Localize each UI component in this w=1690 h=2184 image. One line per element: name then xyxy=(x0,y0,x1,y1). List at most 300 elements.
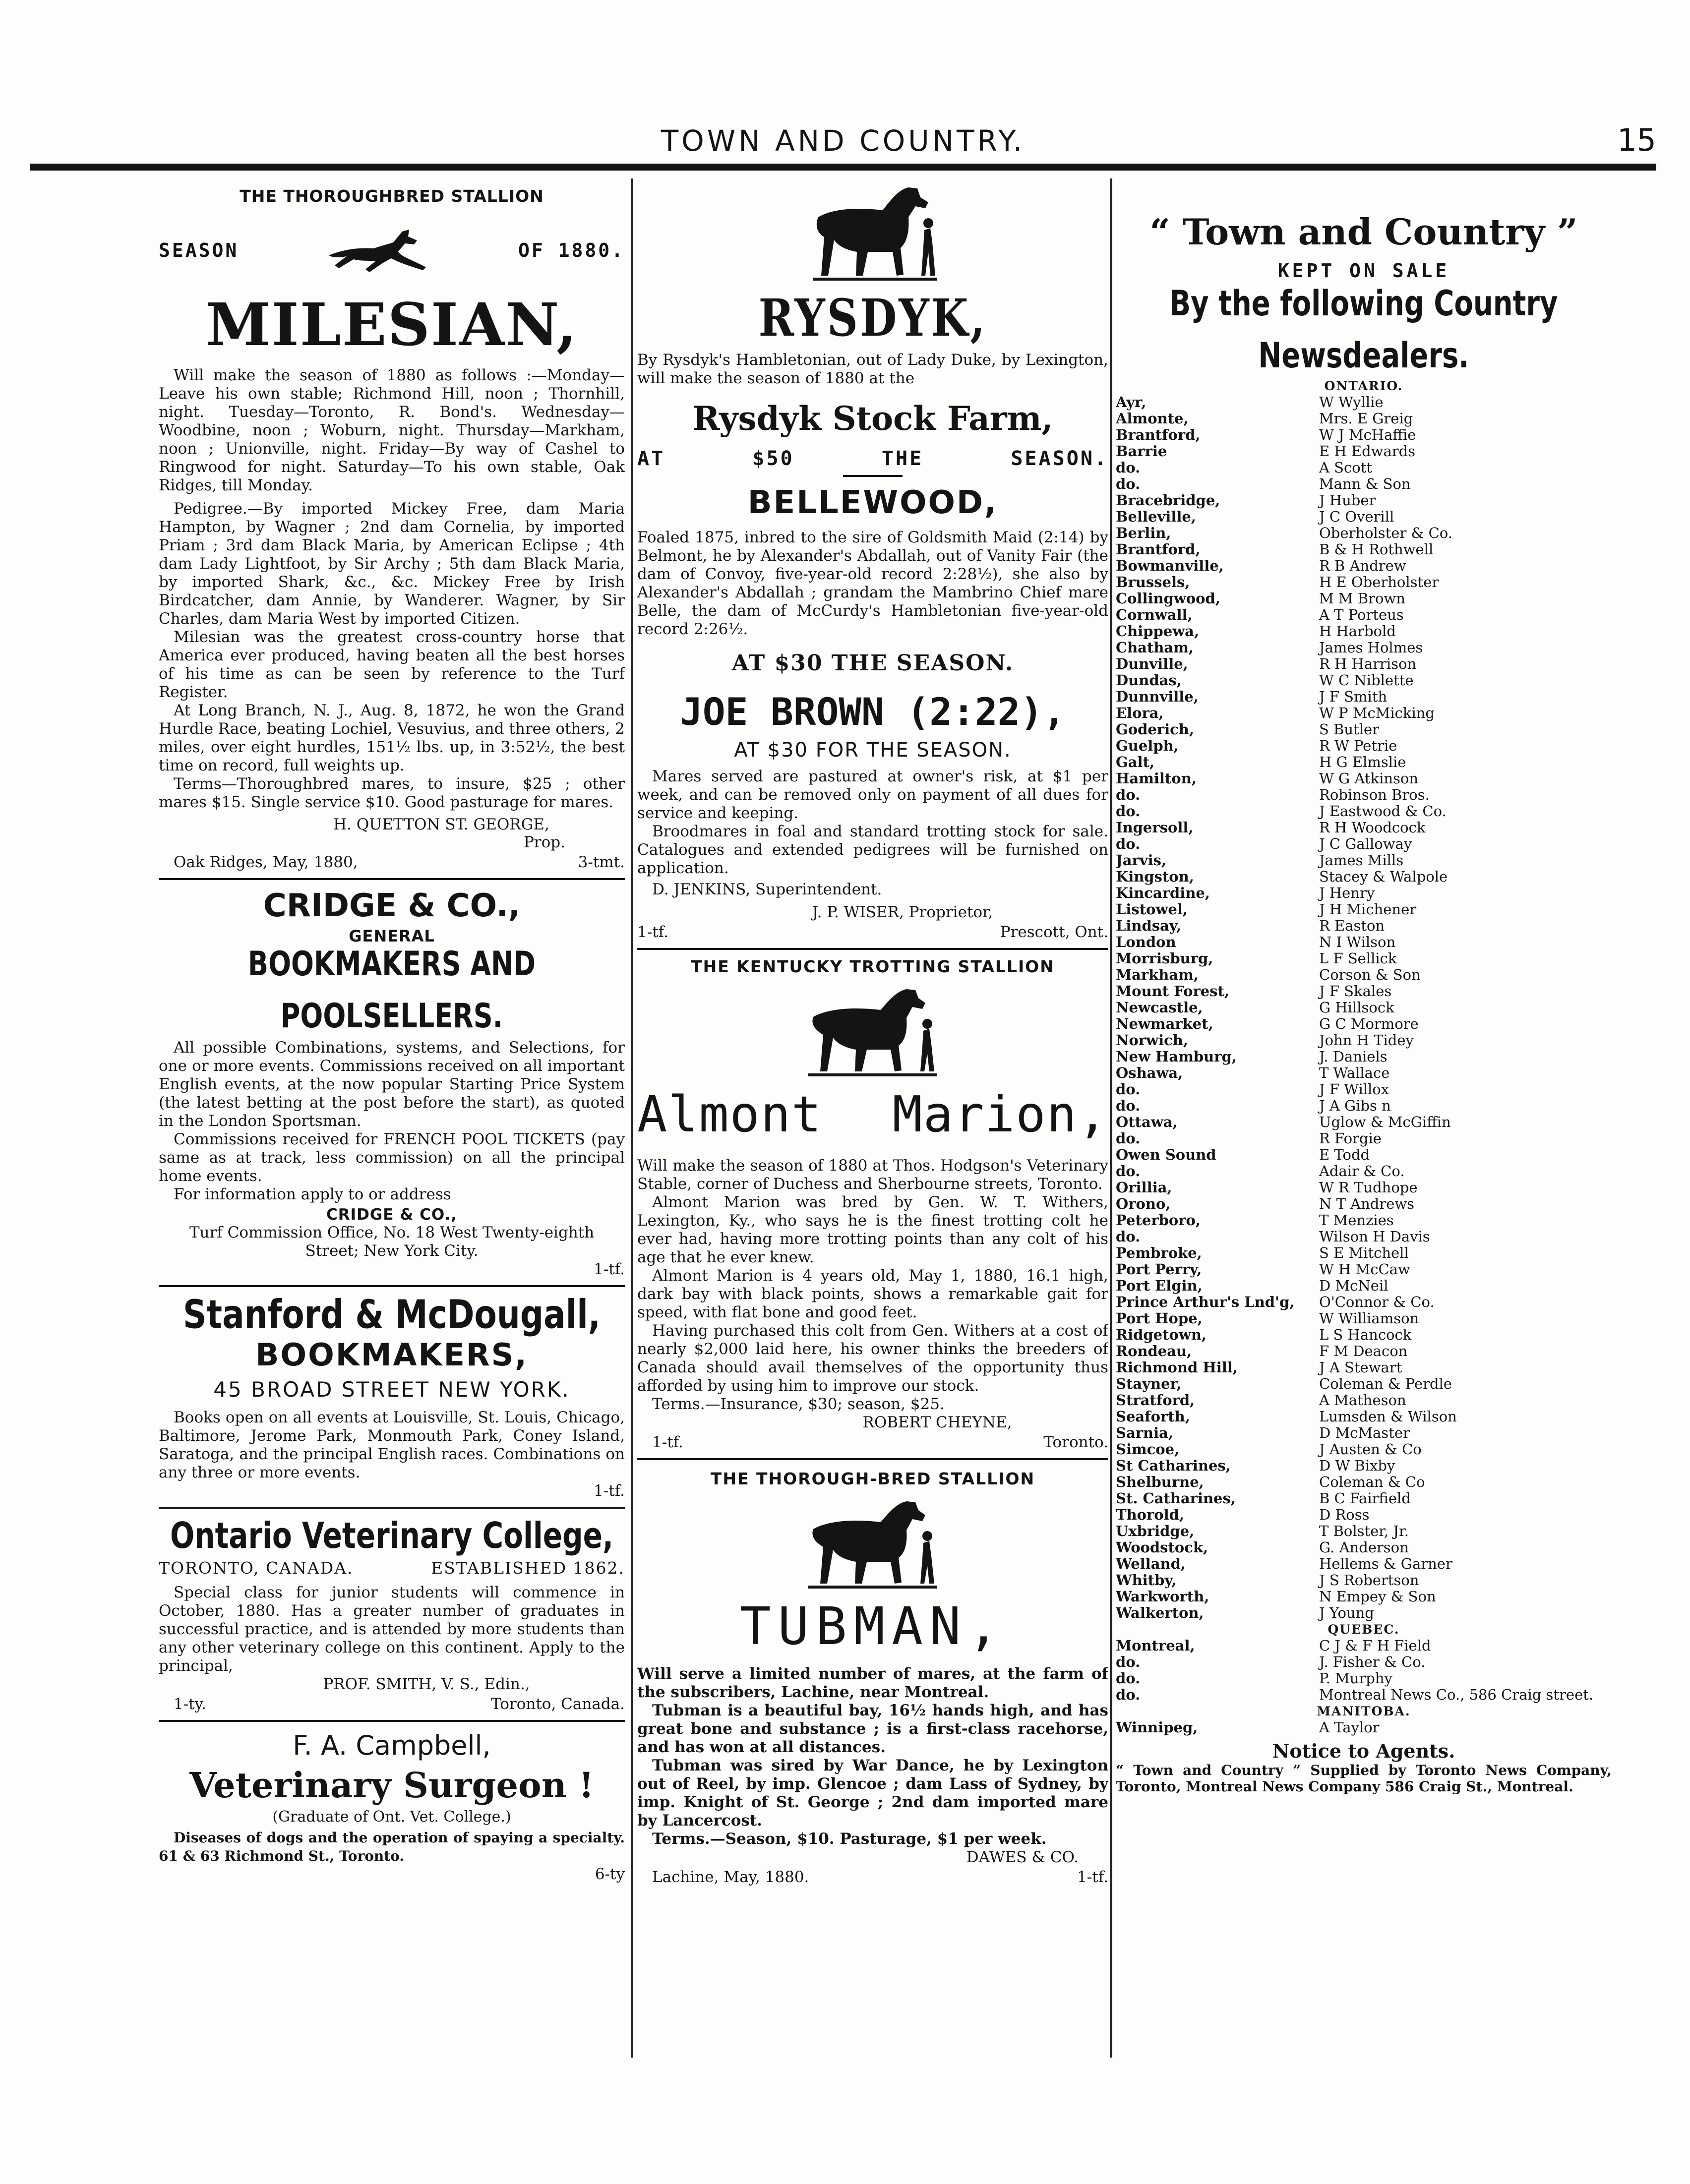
dealer-town: do. xyxy=(1116,459,1141,476)
terms-paragraph: Terms.—Insurance, $30; season, $25. xyxy=(652,1395,945,1413)
dealer-town: Whitby, xyxy=(1116,1572,1177,1589)
dealer-row xyxy=(1116,1245,1612,1261)
college-city: TORONTO, CANADA. xyxy=(159,1558,354,1578)
dealer-name: J Eastwood & Co. xyxy=(1319,803,1447,820)
dealers-kept: KEPT ON SALE xyxy=(1277,260,1450,282)
dealer-town: do. xyxy=(1116,1670,1141,1687)
dealer-name: Mrs. E Greig xyxy=(1319,410,1413,427)
dealer-name: W J McHaffie xyxy=(1319,426,1416,443)
dealer-row xyxy=(1116,1507,1612,1523)
horse-name: BELLEWOOD, xyxy=(747,484,998,521)
address-text: Turf Commission Office, No. 18 West Twenty-eighth Street; New York City. xyxy=(189,1224,595,1260)
season-price: $50 xyxy=(752,447,794,470)
college-location: Toronto, Canada. xyxy=(490,1695,625,1713)
led-horse-icon xyxy=(798,981,947,1080)
dealer-name: H Harbold xyxy=(1319,623,1396,640)
dealer-row xyxy=(1116,1474,1612,1490)
dealer-row xyxy=(1116,770,1612,787)
dealer-row xyxy=(1116,1081,1612,1098)
dealer-row xyxy=(1116,640,1612,656)
company-line: BOOKMAKERS, xyxy=(255,1337,528,1373)
dealer-town: do. xyxy=(1116,786,1141,803)
surgeon-title: Veterinary Surgeon ! xyxy=(189,1765,594,1806)
dealer-town: Brantford, xyxy=(1116,426,1201,443)
dealer-row xyxy=(1116,901,1612,918)
ad-kicker: THE KENTUCKY TROTTING STALLION xyxy=(691,957,1055,976)
ad-code: 1-tf. xyxy=(652,1433,683,1451)
dealer-row xyxy=(1116,1425,1612,1441)
running-horse-icon xyxy=(324,221,433,280)
dealer-town: Barrie xyxy=(1116,443,1167,460)
ontario-vet-ad xyxy=(159,1516,625,1713)
dealer-town: Hamilton, xyxy=(1116,770,1197,787)
dealer-town: do. xyxy=(1116,803,1141,820)
dealer-row xyxy=(1116,885,1612,901)
address-name: CRIDGE & CO., xyxy=(326,1206,458,1224)
dealer-row xyxy=(1116,1016,1612,1032)
divider xyxy=(159,1720,625,1722)
dealer-row xyxy=(1116,1556,1612,1572)
dealer-town: Owen Sound xyxy=(1116,1146,1216,1163)
dealer-name: Oberholster & Co. xyxy=(1319,525,1452,541)
dealer-name: Wilson H Davis xyxy=(1319,1228,1430,1245)
cridge-ad xyxy=(159,887,625,1278)
dealer-town: Shelburne, xyxy=(1116,1474,1204,1490)
season-price-line xyxy=(637,447,1108,470)
dealer-name: B C Fairfield xyxy=(1319,1490,1411,1507)
owner-name: H. QUETTON ST. GEORGE, xyxy=(333,816,549,833)
dealer-town: do. xyxy=(1116,1081,1141,1098)
dealer-name: R H Harrison xyxy=(1319,655,1417,672)
season-right: OF 1880. xyxy=(518,239,625,261)
divider xyxy=(637,1458,1108,1460)
dealer-name: S Butler xyxy=(1319,721,1380,738)
ad-kicker: THE THOROUGH-BRED STALLION xyxy=(710,1469,1035,1488)
dealer-row xyxy=(1116,1458,1612,1474)
dealer-row xyxy=(1116,705,1612,721)
dealer-name: B & H Rothwell xyxy=(1319,541,1434,558)
dealer-row xyxy=(1116,1065,1612,1081)
dealer-row xyxy=(1116,1114,1612,1130)
dealer-name: J F Willox xyxy=(1319,1081,1389,1098)
dealer-name: J F Smith xyxy=(1319,688,1388,705)
signature-line xyxy=(159,853,625,871)
dealer-name: J. Fisher & Co. xyxy=(1319,1653,1426,1670)
quebec-dealers-table xyxy=(1116,1638,1612,1703)
dealer-town: Oshawa, xyxy=(1116,1064,1183,1081)
dealer-row xyxy=(1116,411,1612,427)
dealer-town: Winnipeg, xyxy=(1116,1719,1198,1736)
dealer-name: J S Robertson xyxy=(1319,1572,1419,1589)
dealer-town: Port Hope, xyxy=(1116,1310,1203,1327)
owner-title: Prop. xyxy=(523,833,565,851)
dealer-name: J. Daniels xyxy=(1319,1048,1388,1065)
dealer-name: A T Porteus xyxy=(1319,606,1404,623)
dealer-town: Norwich, xyxy=(1116,1032,1188,1049)
ad-code: 3-tmt. xyxy=(578,853,625,871)
dealer-name: W R Tudhope xyxy=(1319,1179,1418,1196)
province-ontario: ONTARIO. xyxy=(1324,379,1403,393)
dealer-town: Rondeau, xyxy=(1116,1343,1192,1359)
dealer-name: Uglow & McGiffin xyxy=(1319,1114,1451,1130)
dealer-town: Bracebridge, xyxy=(1116,492,1220,509)
dealer-name: N T Andrews xyxy=(1319,1195,1415,1212)
dealer-town: Sarnia, xyxy=(1116,1424,1173,1441)
ad-code: 1-tf. xyxy=(637,923,668,941)
dealer-name: J H Michener xyxy=(1319,901,1417,918)
season-word: SEASON. xyxy=(1011,447,1108,470)
dealer-town: Markham, xyxy=(1116,966,1199,983)
record-paragraph: Milesian was the greatest cross-country horse that America ever produced, having beaten all the best horses of his time as can be seen by reference to the Turf Register. xyxy=(159,628,625,701)
signature-line xyxy=(637,1433,1108,1451)
led-horse-icon xyxy=(798,1493,947,1593)
dealer-row xyxy=(1116,476,1612,492)
dealer-name: C J & F H Field xyxy=(1319,1637,1431,1654)
dealer-name: James Mills xyxy=(1319,852,1404,869)
schedule-paragraph: Will make the season of 1880 as follows :—Monday—Leave his own stable; Richmond Hill, noon ; Thornhill, night. Tuesday—Toronto, R. Bond's. Wednesday—Woodbine, noon ; Woburn, night. Thursday—Markham, noon ; Unionville, night. Friday—By way of Cashel to Ringwood for night. Saturday—To his own stable, Oak Ridges, till Monday. xyxy=(159,366,625,494)
college-name: Ontario Veterinary College, xyxy=(170,1514,613,1557)
company-name: Stanford & McDougall, xyxy=(183,1292,601,1338)
joe-brown-ad xyxy=(637,688,1108,941)
dealer-row xyxy=(1116,672,1612,689)
tubman-ad xyxy=(637,1469,1108,1886)
proprietor-city: Prescott, Ont. xyxy=(1000,923,1108,941)
surgeon-credential: (Graduate of Ont. Vet. College.) xyxy=(272,1808,511,1826)
farm-name: Rysdyk Stock Farm, xyxy=(692,399,1053,438)
dealer-row xyxy=(1116,1163,1612,1180)
dealer-row xyxy=(1116,1000,1612,1016)
dealer-town: Ottawa, xyxy=(1116,1114,1178,1130)
dealer-town: Seaforth, xyxy=(1116,1408,1190,1425)
dealer-row xyxy=(1116,754,1612,770)
ad-code: 1-tf. xyxy=(1077,1868,1108,1886)
dealer-name: Stacey & Walpole xyxy=(1319,868,1448,885)
stable-paragraph: Will make the season of 1880 at Thos. Hodgson's Veterinary Stable, corner of Duchess and Sherbourne streets, Toronto. xyxy=(637,1157,1108,1193)
horse-name: MILESIAN, xyxy=(205,290,578,359)
dealer-row xyxy=(1116,852,1612,869)
place-date: Oak Ridges, May, 1880, xyxy=(174,853,358,871)
dealer-name: W G Atkinson xyxy=(1319,770,1419,787)
dealer-row xyxy=(1116,1098,1612,1114)
dealer-name: J F Skales xyxy=(1319,983,1392,1000)
dealer-name: E Todd xyxy=(1319,1146,1370,1163)
notice-title: Notice to Agents. xyxy=(1272,1740,1455,1762)
column-rule xyxy=(631,178,633,2058)
owner-name: DAWES & CO. xyxy=(966,1848,1079,1866)
dealer-name: R W Petrie xyxy=(1319,737,1397,754)
province-quebec: QUEBEC. xyxy=(1328,1622,1400,1637)
dealer-name: A Matheson xyxy=(1319,1392,1406,1409)
dealer-row xyxy=(1116,1261,1612,1278)
dealer-row xyxy=(1116,1539,1612,1556)
dealer-town: Brussels, xyxy=(1116,574,1190,590)
dealer-name: J Huber xyxy=(1319,492,1376,509)
college-paragraph: Special class for junior students will commence in October, 1880. Has a greater number of graduates in successful practice, and is attended by more students than any other veterinary college on this continent. Apply to the principal, xyxy=(159,1584,625,1675)
dealer-town: do. xyxy=(1116,1163,1141,1180)
dealer-row xyxy=(1116,1278,1612,1294)
dealer-town: Stayner, xyxy=(1116,1375,1182,1392)
pool-tickets-paragraph: Commissions received for FRENCH POOL TICKETS (pay same as at track, less commission) on all the principal home events. xyxy=(159,1130,625,1185)
dealer-row xyxy=(1116,803,1612,820)
dealer-town: Belleville, xyxy=(1116,508,1196,525)
ad-code: 1-tf. xyxy=(594,1260,625,1278)
page-header xyxy=(30,122,1656,158)
dealer-row xyxy=(1116,1229,1612,1245)
dealer-row xyxy=(1116,1687,1612,1703)
dealer-name: J Young xyxy=(1319,1604,1374,1621)
divider xyxy=(159,878,625,880)
dealer-row xyxy=(1116,967,1612,983)
dealer-town: Welland, xyxy=(1116,1555,1186,1572)
horse-name: JOE BROWN (2:22), xyxy=(680,690,1066,734)
season-left: SEASON xyxy=(159,239,239,261)
college-info xyxy=(159,1558,625,1578)
dealer-row xyxy=(1116,1638,1612,1654)
horse-name: TUBMAN, xyxy=(739,1596,1006,1656)
dealer-row xyxy=(1116,1523,1612,1539)
dealer-name: H G Elmslie xyxy=(1319,754,1406,770)
dealer-row xyxy=(1116,492,1612,509)
dealer-town: Morrisburg, xyxy=(1116,950,1213,967)
dealer-row xyxy=(1116,590,1612,607)
pasture-paragraph: Mares served are pastured at owner's risk, at $1 per week, and can be removed only on payment of all dues for service and keeping. xyxy=(637,767,1108,822)
dealer-row xyxy=(1116,787,1612,803)
dealer-town: Ayr, xyxy=(1116,394,1147,411)
pedigree-paragraph: Tubman was sired by War Dance, he by Lexington out of Reel, by imp. Glencoe ; dam Lass of Sydney, by imp. Knight of St. George ; 2nd dam imported mare by Lancercost. xyxy=(637,1757,1108,1830)
dealer-name: A Scott xyxy=(1319,459,1373,476)
dealer-name: D Ross xyxy=(1319,1506,1370,1523)
dealer-row xyxy=(1116,623,1612,640)
dealer-town: Prince Arthur's Lnd'g, xyxy=(1116,1294,1295,1310)
dealer-town: Newmarket, xyxy=(1116,1015,1213,1032)
company-name: CRIDGE & CO., xyxy=(263,887,521,924)
dealer-row xyxy=(1116,689,1612,705)
dealer-row xyxy=(1116,1343,1612,1359)
dealer-row xyxy=(1116,1180,1612,1196)
signature-line xyxy=(637,923,1108,941)
dealer-name: G Hillsock xyxy=(1319,999,1394,1016)
dealer-town: Dunnville, xyxy=(1116,688,1199,705)
place-date: Lachine, May, 1880. xyxy=(652,1868,809,1886)
dealer-name: N Empey & Son xyxy=(1319,1588,1436,1605)
college-established: ESTABLISHED 1862. xyxy=(431,1558,625,1578)
pedigree-paragraph: By Rysdyk's Hambletonian, out of Lady Duke, by Lexington, will make the season of 1880 at the xyxy=(637,351,1108,387)
owner-name: ROBERT CHEYNE, xyxy=(862,1414,1012,1431)
dealer-row xyxy=(1116,1441,1612,1458)
dealer-row xyxy=(1116,427,1612,443)
dealer-row xyxy=(1116,1327,1612,1343)
combinations-paragraph: All possible Combinations, systems, and Selections, for one or more events. Commissions received on all important English events, at the now popular Starting Price System (the latest betting at the post before the start), as quoted in the London Sportsman. xyxy=(159,1039,625,1130)
dealer-name: Mann & Son xyxy=(1319,475,1411,492)
dealer-row xyxy=(1116,509,1612,525)
description-paragraph: Tubman is a beautiful bay, 16½ hands high, and has great bone and substance ; is a first-class racehorse, and has won at all distances. xyxy=(637,1702,1108,1756)
dealer-name: J A Stewart xyxy=(1319,1359,1402,1376)
signature-line xyxy=(637,1868,1108,1886)
dealer-town: do. xyxy=(1116,1228,1141,1245)
pedigree-paragraph: Foaled 1875, inbred to the sire of Goldsmith Maid (2:14) by Belmont, he by Alexander's Abdallah, out of Vanity Fair (the dam of Convoy, five-year-old record 2:28½), she also by Alexander's Abdallah ; grandam the Mambrino Chief mare Belle, the dam of McCurdy's Hambletonian five-year-old record 2:26½. xyxy=(637,529,1108,638)
dealer-town: Cornwall, xyxy=(1116,606,1193,623)
dealer-name: Hellems & Garner xyxy=(1319,1555,1452,1572)
stanford-ad xyxy=(159,1294,625,1500)
milesian-ad xyxy=(159,186,625,871)
dealer-row xyxy=(1116,656,1612,672)
ontario-dealers-table xyxy=(1116,394,1612,1621)
almont-marion-ad xyxy=(637,957,1108,1451)
page-number: 15 xyxy=(1617,122,1656,158)
dealer-row xyxy=(1116,541,1612,558)
dealer-name: E H Edwards xyxy=(1319,443,1416,460)
dealer-row xyxy=(1116,1130,1612,1147)
dealer-name: J C Galloway xyxy=(1319,835,1412,852)
pedigree-paragraph: Pedigree.—By imported Mickey Free, dam Maria Hampton, by Wagner ; 2nd dam Cornelia, by imported Priam ; 3rd dam Black Maria, by American Eclipse ; 4th dam Lady Lightfoot, by Sir Archy ; 5th dam Black Maria, by imported Shark, &c., &c. Mickey Free by Irish Birdcatcher, dam Annie, by Wanderer. Wagner, by Sir Charles, dam Maria West by imported Citizen. xyxy=(159,500,625,628)
dealer-town: Montreal, xyxy=(1116,1637,1195,1654)
dealer-town: Galt, xyxy=(1116,754,1155,770)
dealer-name: J Austen & Co xyxy=(1319,1441,1422,1458)
dealer-town: do. xyxy=(1116,1130,1141,1147)
dealer-row xyxy=(1116,950,1612,967)
dealer-row xyxy=(1116,1310,1612,1327)
dealer-name: P. Murphy xyxy=(1319,1670,1392,1687)
dealer-name: H E Oberholster xyxy=(1319,574,1439,590)
dealer-town: Peterboro, xyxy=(1116,1212,1201,1229)
contact-paragraph: For information apply to or address xyxy=(174,1185,451,1203)
dealer-row xyxy=(1116,1359,1612,1376)
dealer-row xyxy=(1116,1670,1612,1687)
dealer-name: T Menzies xyxy=(1319,1212,1394,1229)
dealer-town: Elora, xyxy=(1116,705,1164,721)
dealer-name: J C Overill xyxy=(1319,508,1394,525)
service-paragraph: Will serve a limited number of mares, at the farm of the subscribers, Lachine, near Montreal. xyxy=(637,1665,1108,1701)
dealer-town: Bowmanville, xyxy=(1116,557,1224,574)
dealer-name: R H Woodcock xyxy=(1319,819,1426,836)
dealer-row xyxy=(1116,1409,1612,1425)
dealer-town: Orillia, xyxy=(1116,1179,1172,1196)
broodmares-paragraph: Broodmares in foal and standard trotting stock for sale. Catalogues and extended pedigrees will be furnished on application. xyxy=(637,823,1108,877)
terms-paragraph: Terms—Thoroughbred mares, to insure, $25 ; other mares $15. Single service $10. Good pasturage for mares. xyxy=(159,775,625,811)
dealer-name: W C Niblette xyxy=(1319,672,1414,689)
rysdyk-ad xyxy=(637,182,1108,470)
principal-name: PROF. SMITH, V. S., Edin., xyxy=(323,1675,530,1693)
dealer-town: Lindsay, xyxy=(1116,917,1182,934)
dealer-town: Simcoe, xyxy=(1116,1441,1180,1458)
dealer-name: W Williamson xyxy=(1319,1310,1419,1327)
dealer-town: Dunville, xyxy=(1116,655,1188,672)
dealer-row xyxy=(1116,574,1612,590)
divider xyxy=(637,948,1108,950)
dealer-name: A Taylor xyxy=(1319,1719,1380,1736)
dealer-row xyxy=(1116,1654,1612,1670)
ad-code: 6-ty xyxy=(595,1865,625,1883)
dealer-row xyxy=(1116,443,1612,460)
dealer-town: Mount Forest, xyxy=(1116,983,1229,1000)
description-paragraph: Almont Marion is 4 years old, May 1, 1880, 16.1 high, dark bay with black points, shows a remarkable gait for speed, with flat bone and good feet. xyxy=(637,1267,1108,1321)
dealer-row xyxy=(1116,1392,1612,1409)
dealer-row xyxy=(1116,558,1612,574)
dealer-row xyxy=(1116,1032,1612,1049)
dealer-town: Orono, xyxy=(1116,1195,1171,1212)
dealer-town: Newcastle, xyxy=(1116,999,1203,1016)
dealer-row xyxy=(1116,1049,1612,1065)
province-manitoba: MANITOBA. xyxy=(1317,1704,1411,1718)
column-right xyxy=(1116,178,1612,2067)
dealer-town: do. xyxy=(1116,475,1141,492)
breeder-paragraph: Almont Marion was bred by Gen. W. T. Withers, Lexington, Ky., who says he is the finest trotting colt he ever had, having more trotting points than any colt of his age that he ever knew. xyxy=(637,1193,1108,1266)
dealer-name: Robinson Bros. xyxy=(1319,786,1430,803)
dealer-town: do. xyxy=(1116,1653,1141,1670)
dealer-town: Walkerton, xyxy=(1116,1604,1204,1621)
dealer-name: G C Mormore xyxy=(1319,1015,1419,1032)
dealer-town: Richmond Hill, xyxy=(1116,1359,1238,1376)
dealer-name: S E Mitchell xyxy=(1319,1244,1409,1261)
dealer-town: Ridgetown, xyxy=(1116,1326,1207,1343)
dealer-town: Uxbridge, xyxy=(1116,1523,1195,1539)
dealers-title: “ Town and Country ” xyxy=(1149,211,1578,253)
dealer-town: Woodstock, xyxy=(1116,1539,1208,1556)
short-divider xyxy=(843,475,903,477)
dealer-row xyxy=(1116,869,1612,885)
dealer-row xyxy=(1116,607,1612,623)
dealer-row xyxy=(1116,738,1612,754)
dealer-town: New Hamburg, xyxy=(1116,1048,1237,1065)
divider xyxy=(159,1507,625,1509)
dealer-row xyxy=(1116,934,1612,950)
dealer-town: Chippewa, xyxy=(1116,623,1200,640)
dealer-town: Thorold, xyxy=(1116,1506,1185,1523)
dealer-town: Almonte, xyxy=(1116,410,1189,427)
dealers-subtitle: By the following Country Newsdealers. xyxy=(1169,284,1558,376)
dealer-name: N I Wilson xyxy=(1319,934,1396,950)
dealer-town: Kingston, xyxy=(1116,868,1194,885)
terms-paragraph: Terms.—Season, $10. Pasturage, $1 per week. xyxy=(652,1830,1047,1848)
dealer-name: O'Connor & Co. xyxy=(1319,1294,1435,1310)
dealer-row xyxy=(1116,394,1612,411)
dealer-name: T Wallace xyxy=(1319,1064,1390,1081)
horse-name: Almont Marion, xyxy=(637,1085,1108,1143)
column-left xyxy=(159,178,625,2067)
dealer-name: James Holmes xyxy=(1319,639,1423,656)
dealer-town: do. xyxy=(1116,1097,1141,1114)
dealer-name: W Wyllie xyxy=(1319,394,1384,411)
dealer-row xyxy=(1116,918,1612,934)
dealer-town: Dundas, xyxy=(1116,672,1182,689)
dealer-town: Port Perry, xyxy=(1116,1261,1202,1278)
surgeon-paragraph: Diseases of dogs and the operation of spaying a specialty. 61 & 63 Richmond St., Toronto. xyxy=(159,1830,625,1864)
purchase-paragraph: Having purchased this colt from Gen. Withers at a cost of nearly $2,000 laid here, his owner thinks the breeders of Canada should avail themselves of the opportunity thus afforded by using him to improve our stock. xyxy=(637,1322,1108,1395)
dealer-name: Coleman & Perdle xyxy=(1319,1375,1452,1392)
header-rule xyxy=(30,164,1656,171)
dealer-name: Adair & Co. xyxy=(1319,1163,1405,1180)
superintendent: D. JENKINS, Superintendent. xyxy=(652,881,882,898)
dealer-name: T Bolster, Jr. xyxy=(1319,1523,1409,1539)
standing-horse-icon xyxy=(798,182,947,287)
dealer-name: R Forgie xyxy=(1319,1130,1382,1147)
manitoba-dealers-table xyxy=(1116,1719,1612,1736)
dealer-town: Warkworth, xyxy=(1116,1588,1209,1605)
dealer-town: Stratford, xyxy=(1116,1392,1195,1409)
dealer-name: D W Bixby xyxy=(1319,1457,1395,1474)
page-title: TOWN AND COUNTRY. xyxy=(661,124,1026,158)
dealer-town: London xyxy=(1116,934,1176,950)
dealer-name: M M Brown xyxy=(1319,590,1405,607)
dealer-row xyxy=(1116,1605,1612,1621)
dealer-row xyxy=(1116,721,1612,738)
ad-code: 1-ty. xyxy=(174,1695,206,1713)
dealer-row xyxy=(1116,1212,1612,1229)
dealer-town: Guelph, xyxy=(1116,737,1179,754)
dealer-name: Corson & Son xyxy=(1319,966,1421,983)
dealer-name: L F Sellick xyxy=(1319,950,1397,967)
dealer-row xyxy=(1116,820,1612,836)
